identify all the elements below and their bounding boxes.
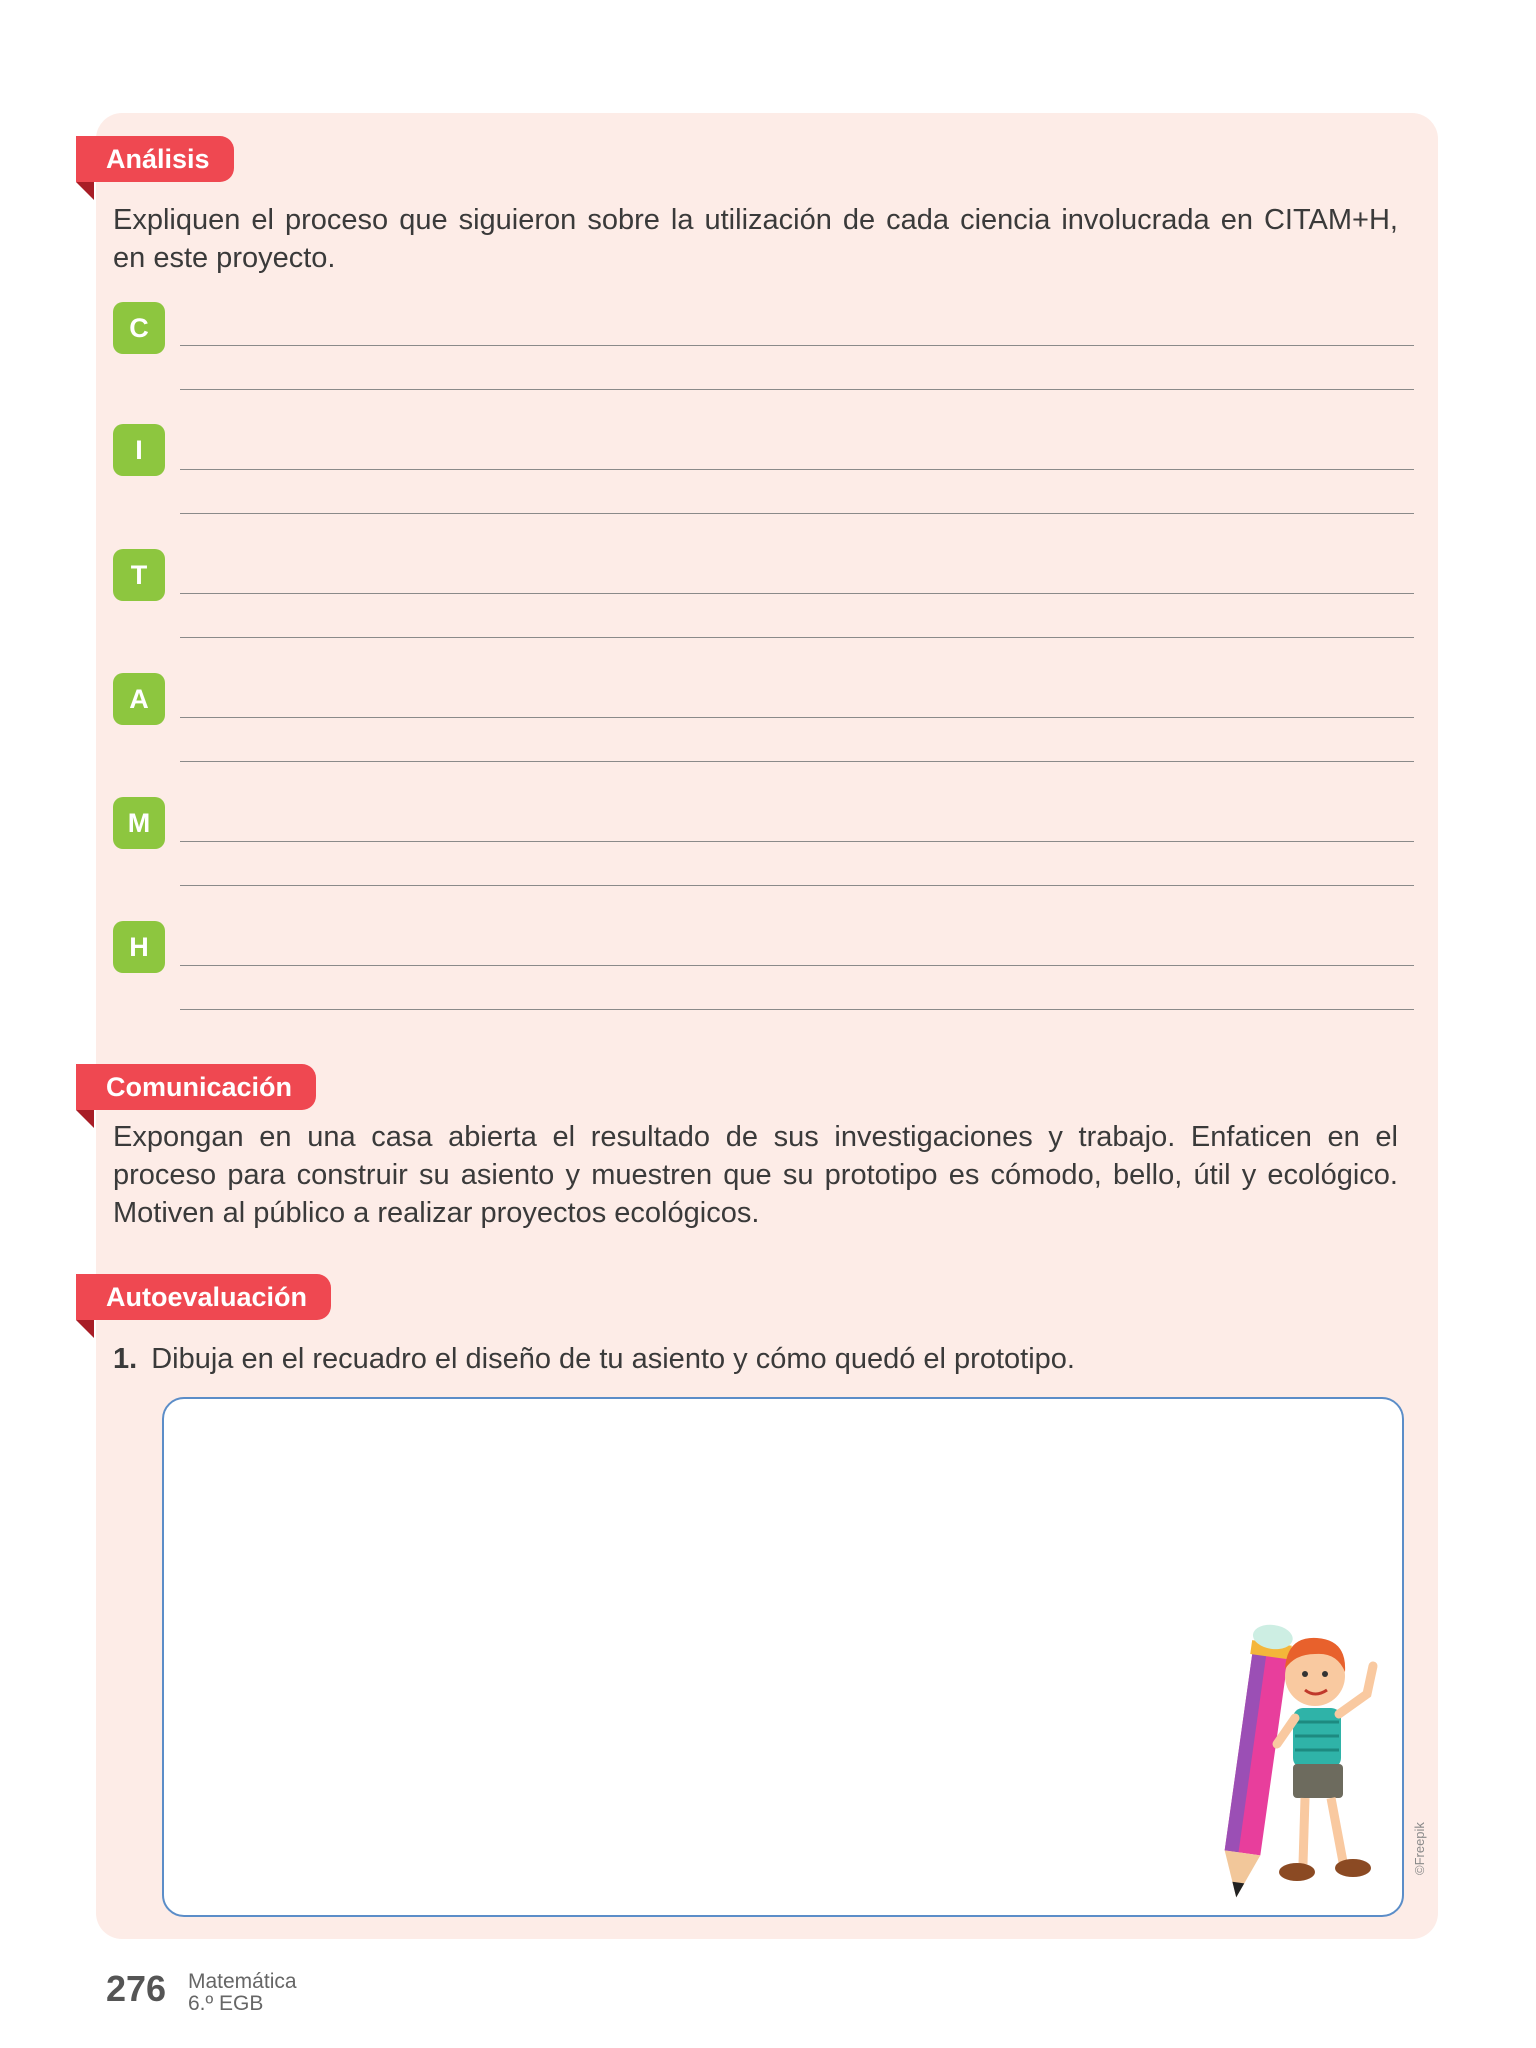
- autoevaluacion-title: Autoevaluación: [106, 1282, 308, 1312]
- analisis-title: Análisis: [106, 144, 210, 174]
- boy-with-pencil-illustration: [1197, 1614, 1397, 1914]
- answer-line-t-1[interactable]: [180, 593, 1414, 594]
- image-credit: ©Freepik: [1412, 1822, 1427, 1875]
- grade-level: 6.º EGB: [188, 1992, 264, 2015]
- analisis-tag: [76, 136, 234, 182]
- boy-icon: [1277, 1638, 1373, 1881]
- badge-i: I: [113, 424, 165, 476]
- answer-line-a-2[interactable]: [180, 761, 1414, 762]
- subject-block: [188, 1971, 297, 2015]
- comunicacion-tag: [76, 1064, 316, 1110]
- badge-c: C: [113, 302, 165, 354]
- drawing-box[interactable]: [162, 1397, 1404, 1917]
- subject-name: Matemática: [188, 1970, 297, 1993]
- answer-line-h-2[interactable]: [180, 1009, 1414, 1010]
- answer-line-i-2[interactable]: [180, 513, 1414, 514]
- answer-line-a-1[interactable]: [180, 717, 1414, 718]
- answer-line-c-2[interactable]: [180, 389, 1414, 390]
- answer-line-i-1[interactable]: [180, 469, 1414, 470]
- question-number: 1.: [113, 1343, 138, 1375]
- question-text: Dibuja en el recuadro el diseño de tu asiento y cómo quedó el prototipo.: [151, 1343, 1075, 1375]
- autoevaluacion-tag: [76, 1274, 331, 1320]
- badge-h: H: [113, 921, 165, 973]
- answer-line-c-1[interactable]: [180, 345, 1414, 346]
- answer-line-t-2[interactable]: [180, 637, 1414, 638]
- answer-line-m-2[interactable]: [180, 885, 1414, 886]
- badge-m: M: [113, 797, 165, 849]
- comunicacion-text: Expongan en una casa abierta el resultado de sus investigaciones y trabajo. Enfaticen en el proceso para construir su asiento y muestren que su prototipo es cómodo, bello, útil y ecológico. Motiven al público a realizar proyectos ecológicos.: [113, 1121, 1398, 1229]
- answer-line-h-1[interactable]: [180, 965, 1414, 966]
- badge-a: A: [113, 673, 165, 725]
- answer-line-m-1[interactable]: [180, 841, 1414, 842]
- pencil-icon: [1216, 1622, 1294, 1900]
- badge-t: T: [113, 549, 165, 601]
- comunicacion-title: Comunicación: [106, 1072, 293, 1102]
- analisis-instruction: Expliquen el proceso que siguieron sobre la utilización de cada ciencia involucrada en CITAM+H, en este proyecto.: [113, 204, 1398, 274]
- page-number: 276: [106, 1968, 167, 2009]
- question-1: [113, 1340, 1075, 1378]
